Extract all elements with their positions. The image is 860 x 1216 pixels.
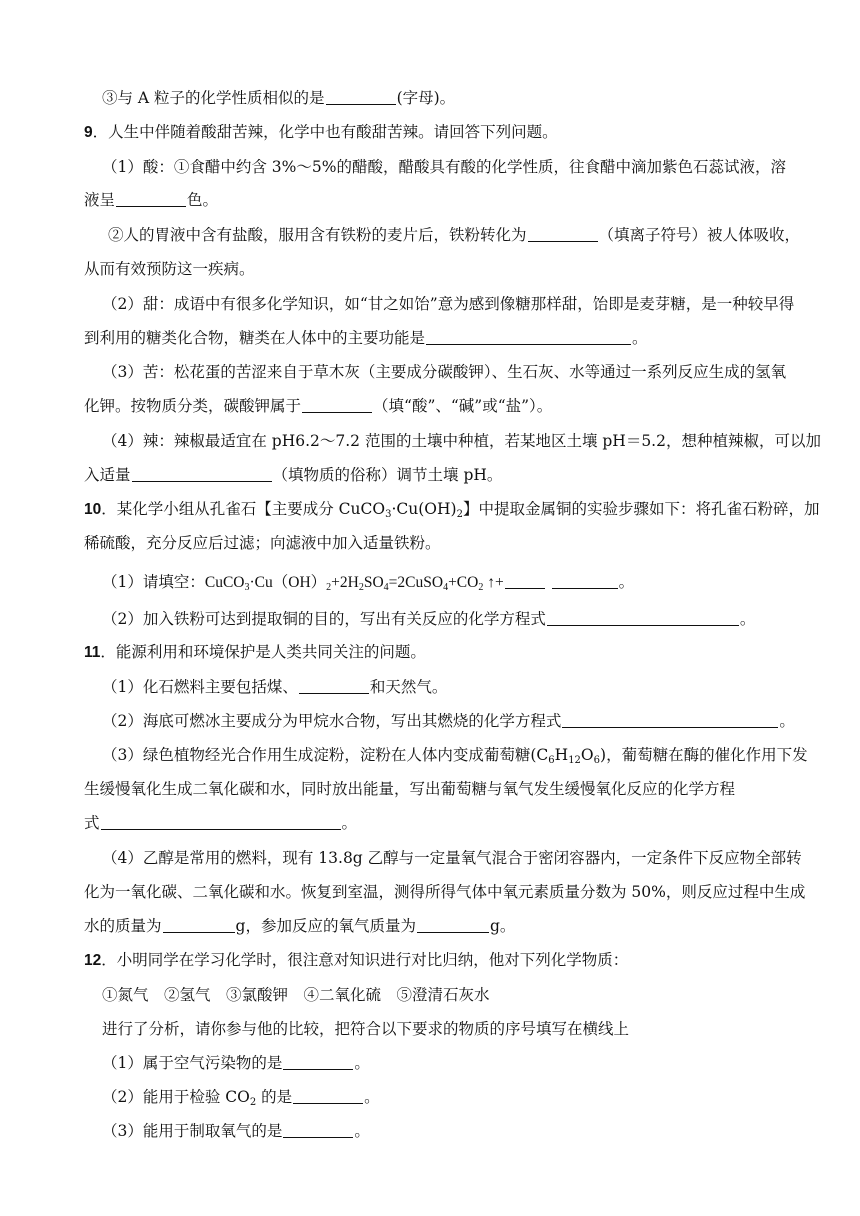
text: 液呈: [84, 191, 116, 209]
text: 。: [364, 1088, 380, 1106]
line: [84, 328, 648, 348]
question-9-title: [84, 122, 558, 143]
answer-blank[interactable]: [505, 576, 545, 589]
text: （2）海底可燃冰主要成分为甲烷水合物，写出其燃烧的化学方程式: [102, 712, 562, 730]
text: （1）属于空气污染物的是: [102, 1054, 283, 1072]
eq-part: ·Cu（OH）: [249, 574, 327, 591]
subscript: 4: [443, 582, 449, 593]
answer-blank[interactable]: [326, 88, 396, 105]
text: 稀硫酸，充分反应后过滤；向滤液中加入适量铁粉。: [84, 534, 441, 552]
answer-blank[interactable]: [547, 609, 739, 626]
text: 从而有效预防这一疾病。: [84, 260, 255, 278]
line: [102, 677, 447, 697]
line: [102, 1053, 370, 1073]
text: （2）加入铁粉可达到提取铜的目的，写出有关反应的化学方程式: [102, 610, 546, 628]
text: （填“酸”、“碱”或“盐”）。: [373, 397, 553, 415]
line-q8-3: [102, 88, 455, 108]
line: [84, 396, 552, 416]
line: [84, 259, 255, 279]
text: O: [580, 746, 594, 764]
question-number: 10: [84, 501, 102, 518]
answer-blank[interactable]: [417, 916, 489, 933]
line: [102, 1019, 629, 1039]
text: 。: [779, 712, 795, 730]
text: （3）绿色植物经光合作用生成淀粉，淀粉在人体内变成葡萄糖(C: [102, 746, 549, 764]
answer-blank[interactable]: [426, 328, 631, 345]
answer-blank[interactable]: [101, 813, 341, 830]
text: 】中提取金属铜的实验步骤如下：将孔雀石粉碎，加: [462, 500, 820, 518]
text: （4）辣：辣椒最适宜在 pH6.2～7.2 范围的土壤中种植，若某地区土壤 pH＝5.2，想种植辣椒，可以加: [102, 432, 821, 450]
line: [84, 465, 502, 485]
subscript: 3: [385, 509, 392, 520]
text: ③与 A 粒子的化学性质相似的是: [102, 89, 325, 107]
subscript: 2: [478, 582, 484, 593]
question-number: 9: [84, 124, 93, 141]
text: ．能源利用和环境保护是人类共同关注的问题。: [100, 643, 426, 661]
text: 入适量: [84, 466, 131, 484]
text: 生缓慢氧化生成二氧化碳和水，同时放出能量，写出葡萄糖与氧气发生缓慢氧化反应的化学方程: [84, 780, 736, 798]
text: （2）甜：成语中有很多化学知识，如“甘之如饴”意为感到像糖那样甜，饴即是麦芽糖，是一种较早得: [102, 295, 795, 313]
chemical-equation: [205, 574, 504, 591]
eq-part: =2CuSO: [388, 574, 444, 591]
text: ②人的胃液中含有盐酸，服用含有铁粉的麦片后，铁粉转化为: [108, 226, 527, 244]
subscript: 2: [456, 509, 463, 520]
text: 的是: [256, 1088, 293, 1106]
answer-blank[interactable]: [302, 396, 372, 413]
text: ．某化学小组从孔雀石【主要成分 CuCO: [101, 500, 386, 518]
line: [102, 362, 786, 382]
line-equation: [102, 572, 634, 593]
answer-blank[interactable]: [163, 916, 235, 933]
question-12-title: [84, 950, 628, 971]
subscript: 4: [383, 582, 389, 593]
subscript: 2: [326, 582, 332, 593]
answer-blank[interactable]: [528, 225, 598, 242]
text: ．人生中伴随着酸甜苦辣，化学中也有酸甜苦辣。请回答下列问题。: [92, 123, 558, 141]
line: [102, 745, 808, 765]
text: ①氮气 ②氢气 ③氯酸钾 ④二氧化硫 ⑤澄清石灰水: [102, 986, 490, 1004]
text: g，参加反应的氧气质量为: [235, 917, 416, 935]
line: [102, 848, 802, 868]
answer-blank[interactable]: [552, 572, 618, 589]
text: （3）苦：松花蛋的苦涩来自于草木灰（主要成分碳酸钾）、生石灰、水等通过一系列反应生成的氢氧: [102, 363, 787, 381]
answer-blank[interactable]: [283, 1053, 353, 1070]
question-11-title: [84, 642, 426, 663]
eq-part: +2H: [331, 574, 359, 591]
subscript: 3: [244, 582, 250, 593]
text: 。: [739, 610, 756, 628]
eq-part: +CO: [448, 574, 479, 591]
answer-blank[interactable]: [283, 1121, 353, 1138]
line: [84, 813, 357, 833]
subscript: 12: [568, 755, 581, 766]
text: （3）能用于制取氧气的是: [102, 1122, 283, 1140]
substance-list: [102, 985, 490, 1005]
line: [102, 1087, 380, 1107]
text: )，葡萄糖在酶的催化作用下发: [600, 746, 808, 764]
text: H: [554, 746, 569, 764]
line: [84, 916, 515, 936]
answer-blank[interactable]: [299, 677, 369, 694]
question-number: 11: [84, 644, 101, 661]
text: （1）酸：①食醋中约含 3%～5%的醋酸，醋酸具有酸的化学性质，往食醋中滴加紫色石蕊试液，溶: [102, 158, 786, 176]
answer-blank[interactable]: [562, 711, 778, 728]
line: [102, 431, 821, 451]
line: [84, 190, 218, 210]
text: 。: [618, 573, 635, 591]
text: 化钾。按物质分类，碳酸钾属于: [84, 397, 302, 415]
subscript: 6: [593, 755, 601, 766]
text: （填物质的俗称）调节土壤 pH。: [272, 466, 503, 484]
line: [108, 225, 800, 245]
line: [84, 533, 441, 553]
line: [102, 294, 794, 314]
line: [84, 882, 805, 902]
text: 。: [354, 1054, 370, 1072]
answer-blank[interactable]: [293, 1087, 363, 1104]
line: [102, 157, 786, 177]
text: 。: [632, 329, 648, 347]
text: 水的质量为: [84, 917, 162, 935]
text: g。: [489, 917, 516, 935]
text: （4）乙醇是常用的燃料，现有 13.8g 乙醇与一定量氧气混合于密闭容器内，一定条件下反应物全部转: [102, 849, 802, 867]
text: （1）化石燃料主要包括煤、: [102, 678, 298, 696]
line: [102, 711, 795, 731]
text: ·Cu(OH): [391, 500, 457, 518]
text: 到利用的糖类化合物，糖类在人体中的主要功能是: [84, 329, 426, 347]
text: 和天然气。: [369, 678, 448, 696]
text: 色。: [187, 191, 219, 209]
eq-part: ↑+: [483, 574, 504, 591]
text: （2）能用于检验 CO: [102, 1088, 250, 1106]
subscript: 2: [358, 582, 364, 593]
eq-part: CuCO: [204, 574, 245, 591]
subscript: 6: [548, 755, 555, 766]
text: 进行了分析，请你参与他的比较，把符合以下要求的物质的序号填写在横线上: [102, 1020, 630, 1038]
text: 式: [84, 814, 100, 832]
text: (字母)。: [396, 89, 456, 107]
text: ．小明同学在学习化学时，很注意对知识进行对比归纳，他对下列化学物质：: [101, 951, 629, 969]
line: [102, 609, 755, 629]
line: [102, 1121, 370, 1141]
eq-part: SO: [363, 574, 384, 591]
question-number: 12: [84, 952, 102, 969]
answer-blank[interactable]: [132, 465, 272, 482]
text: 。: [341, 814, 358, 832]
text: 。: [354, 1122, 370, 1140]
question-10-title: [84, 499, 819, 520]
answer-blank[interactable]: [116, 190, 186, 207]
text: 化为一氧化碳、二氧化碳和水。恢复到室温，测得所得气体中氧元素质量分数为 50%，则反应过程中生成: [84, 883, 806, 901]
text: （1）请填空：: [102, 573, 205, 591]
text: （填离子符号）被人体吸收，: [598, 226, 801, 244]
subscript: 2: [249, 1097, 257, 1108]
line: [84, 779, 735, 799]
